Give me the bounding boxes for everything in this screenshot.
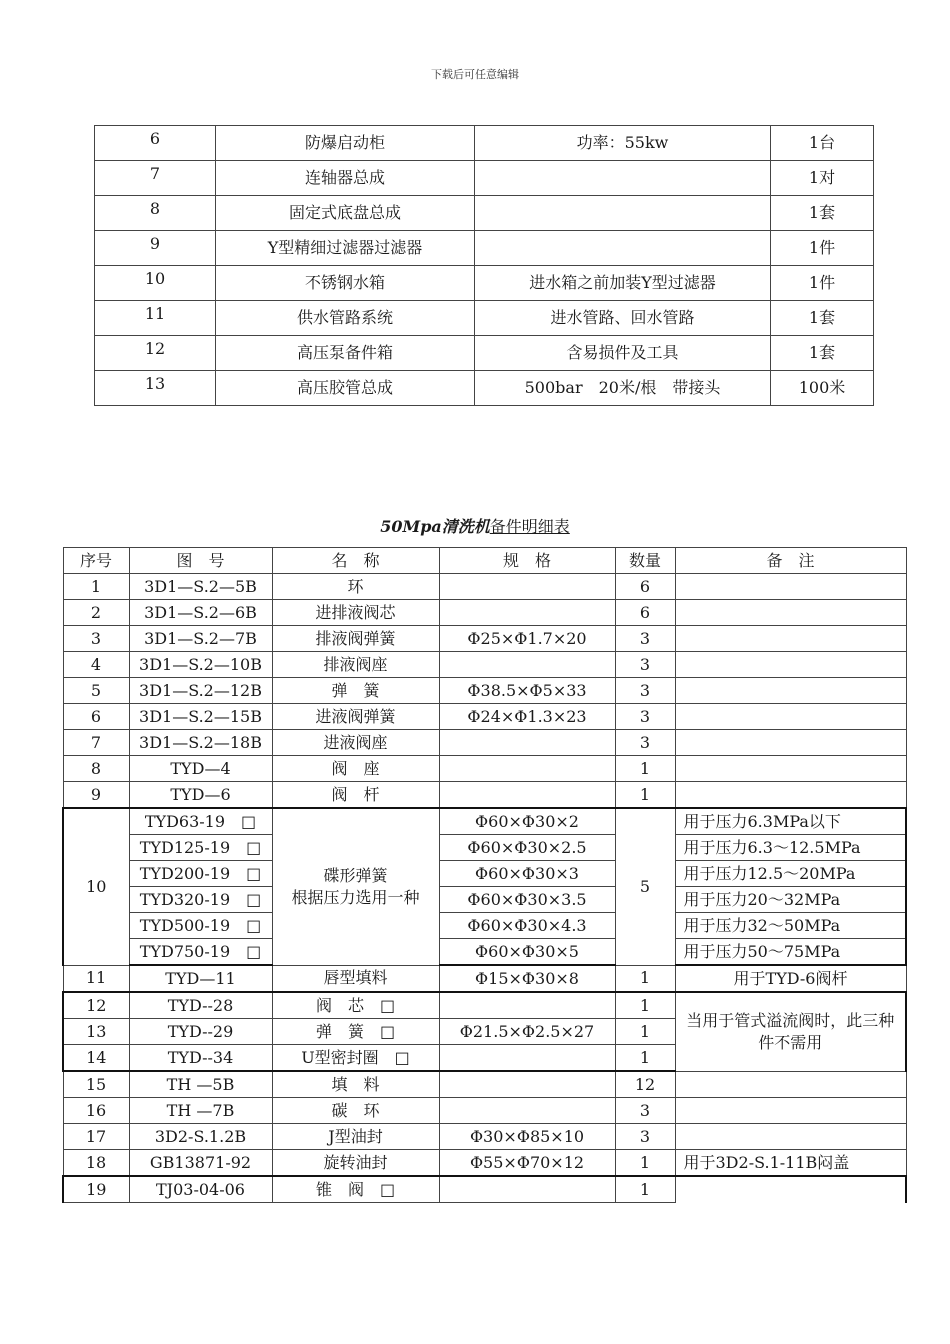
- table-cell: 3D2-S.1.2B: [129, 1124, 272, 1150]
- table-row: [63, 1098, 906, 1124]
- group-number: 10: [63, 808, 129, 965]
- table-row: [63, 808, 906, 835]
- item-spec: 进水箱之前加装Y型过滤器: [475, 266, 771, 301]
- table-cell: TYD--29: [129, 1019, 272, 1045]
- table-cell: 进液阀座: [272, 730, 439, 756]
- table-cell: 3: [615, 626, 675, 652]
- table-cell: 用于压力6.3MPa以下: [675, 808, 906, 835]
- table-row: [63, 574, 906, 600]
- table-cell: 5: [63, 678, 129, 704]
- table-cell: TYD—4: [129, 756, 272, 782]
- table-cell: 13: [63, 1019, 129, 1045]
- table-cell: 1: [615, 782, 675, 809]
- table-cell: [675, 1098, 906, 1124]
- table-cell: [675, 756, 906, 782]
- item-name: 不锈钢水箱: [216, 266, 475, 301]
- table-cell: [439, 730, 615, 756]
- table-cell: 3: [615, 652, 675, 678]
- table-row: [63, 704, 906, 730]
- item-qty: 1件: [771, 231, 874, 266]
- table-cell: 3D1—S.2—7B: [129, 626, 272, 652]
- table-cell: TYD200-19 □: [129, 861, 272, 887]
- table-cell: TYD63-19 □: [129, 808, 272, 835]
- table-cell: Φ15×Φ30×8: [439, 965, 615, 992]
- table-cell: 1: [615, 1019, 675, 1045]
- table-cell: Φ30×Φ85×10: [439, 1124, 615, 1150]
- table-cell: 阀 杆: [272, 782, 439, 809]
- table-cell: Φ60×Φ30×2: [439, 808, 615, 835]
- table-cell: TYD--28: [129, 992, 272, 1019]
- table-cell: [675, 626, 906, 652]
- table-cell: 1: [615, 1150, 675, 1177]
- table-cell: 1: [615, 992, 675, 1019]
- table-row: [95, 371, 874, 406]
- item-number: 8: [95, 196, 216, 231]
- table-cell: [675, 574, 906, 600]
- table-row: [95, 126, 874, 161]
- table-cell: 3: [615, 1124, 675, 1150]
- item-name: 高压泵备件箱: [216, 336, 475, 371]
- table-cell: [675, 1071, 906, 1098]
- table-cell: Φ38.5×Φ5×33: [439, 678, 615, 704]
- table-row: [95, 266, 874, 301]
- table-cell: 用于3D2-S.1-11B闷盖: [675, 1150, 906, 1177]
- item-qty: 1套: [771, 196, 874, 231]
- table-cell: 弹 簧: [272, 678, 439, 704]
- table-cell: [439, 652, 615, 678]
- table-cell: 用于压力20～32MPa: [675, 887, 906, 913]
- table-cell: 1: [63, 574, 129, 600]
- item-qty: 1套: [771, 336, 874, 371]
- table-cell: [439, 1098, 615, 1124]
- table-cell: [675, 1124, 906, 1150]
- table-row: [95, 336, 874, 371]
- table-row: [95, 161, 874, 196]
- table-row: [63, 782, 906, 809]
- table-cell: Φ60×Φ30×5: [439, 939, 615, 966]
- table-row: [95, 196, 874, 231]
- table-cell: 唇型填料: [272, 965, 439, 992]
- table-row: [63, 756, 906, 782]
- table-cell: [439, 1071, 615, 1098]
- table-cell: TYD125-19 □: [129, 835, 272, 861]
- table-cell: [439, 782, 615, 809]
- table-cell: 碳 环: [272, 1098, 439, 1124]
- table-cell: 19: [63, 1176, 129, 1203]
- table-cell: 3D1—S.2—10B: [129, 652, 272, 678]
- header-note: 下载后可任意编辑: [431, 68, 519, 81]
- table-cell: 12: [63, 992, 129, 1019]
- item-spec: [475, 161, 771, 196]
- table-cell: 1: [615, 1176, 675, 1203]
- table-cell: 阀 座: [272, 756, 439, 782]
- table-row: [63, 678, 906, 704]
- table-cell: 弹 簧 □: [272, 1019, 439, 1045]
- table-cell: 用于压力6.3～12.5MPa: [675, 835, 906, 861]
- table-cell: TH —7B: [129, 1098, 272, 1124]
- table-row: [63, 730, 906, 756]
- table-cell: Φ25×Φ1.7×20: [439, 626, 615, 652]
- table-cell: Φ24×Φ1.3×23: [439, 704, 615, 730]
- table-row: [63, 1124, 906, 1150]
- group-qty: 5: [615, 808, 675, 965]
- table-cell: 3D1—S.2—5B: [129, 574, 272, 600]
- table-cell: [439, 1176, 615, 1203]
- table-cell: 18: [63, 1150, 129, 1177]
- table-cell: [675, 652, 906, 678]
- table-cell: [439, 1045, 615, 1072]
- table-cell: TJ03-04-06: [129, 1176, 272, 1203]
- item-qty: 1件: [771, 266, 874, 301]
- table-cell: 1: [615, 756, 675, 782]
- table-cell: 12: [615, 1071, 675, 1098]
- table-row: [63, 1150, 906, 1177]
- table-cell: 4: [63, 652, 129, 678]
- group-note: 当用于管式溢流阀时，此三种件不需用: [675, 992, 906, 1071]
- table-row: [95, 301, 874, 336]
- item-name: 连轴器总成: [216, 161, 475, 196]
- table-cell: 排液阀弹簧: [272, 626, 439, 652]
- table-cell: TYD750-19 □: [129, 939, 272, 966]
- table-cell: [675, 730, 906, 756]
- item-number: 11: [95, 301, 216, 336]
- header-row: [63, 548, 906, 574]
- item-qty: 1套: [771, 301, 874, 336]
- table-row: [95, 231, 874, 266]
- item-number: 10: [95, 266, 216, 301]
- table-cell: TYD--34: [129, 1045, 272, 1072]
- table-cell: 17: [63, 1124, 129, 1150]
- table-cell: 2: [63, 600, 129, 626]
- table-cell: Φ60×Φ30×3: [439, 861, 615, 887]
- col-header: 图 号: [129, 548, 272, 574]
- table-cell: GB13871-92: [129, 1150, 272, 1177]
- table-cell: 进液阀弹簧: [272, 704, 439, 730]
- table-cell: 用于压力12.5～20MPa: [675, 861, 906, 887]
- col-header: 序号: [63, 548, 129, 574]
- table-cell: [675, 782, 906, 809]
- table-row: [63, 626, 906, 652]
- table-row: [63, 1176, 906, 1203]
- table-cell: 16: [63, 1098, 129, 1124]
- table-cell: U型密封圈 □: [272, 1045, 439, 1072]
- item-number: 9: [95, 231, 216, 266]
- item-name: 固定式底盘总成: [216, 196, 475, 231]
- table-cell: 6: [615, 574, 675, 600]
- title-rest: 备件明细表: [489, 517, 570, 536]
- spare-parts-title: [0, 514, 950, 537]
- table-cell: 填 料: [272, 1071, 439, 1098]
- item-qty: 100米: [771, 371, 874, 406]
- table-cell: 6: [63, 704, 129, 730]
- table-cell: Φ60×Φ30×3.5: [439, 887, 615, 913]
- table-row: [63, 835, 906, 861]
- table-cell: Φ21.5×Φ2.5×27: [439, 1019, 615, 1045]
- table-cell: Φ55×Φ70×12: [439, 1150, 615, 1177]
- table-cell: TYD—11: [129, 965, 272, 992]
- table-row: [63, 600, 906, 626]
- item-name: 防爆启动柜: [216, 126, 475, 161]
- table-cell: 锥 阀 □: [272, 1176, 439, 1203]
- group-name: 碟形弹簧 根据压力选用一种: [272, 808, 439, 965]
- table-cell: 阀 芯 □: [272, 992, 439, 1019]
- col-header: 数量: [615, 548, 675, 574]
- table-cell: [439, 574, 615, 600]
- table-cell: TYD500-19 □: [129, 913, 272, 939]
- table-row: [63, 1071, 906, 1098]
- table-cell: 用于压力32～50MPa: [675, 913, 906, 939]
- table-row: [63, 939, 906, 966]
- table-cell: 进排液阀芯: [272, 600, 439, 626]
- item-name: Y型精细过滤器过滤器: [216, 231, 475, 266]
- item-spec: [475, 196, 771, 231]
- table-cell: 3D1—S.2—6B: [129, 600, 272, 626]
- table-row: [63, 992, 906, 1019]
- item-name: 高压胶管总成: [216, 371, 475, 406]
- item-number: 12: [95, 336, 216, 371]
- table-cell: 6: [615, 600, 675, 626]
- item-spec: 含易损件及工具: [475, 336, 771, 371]
- table-cell: 7: [63, 730, 129, 756]
- table-row: [63, 913, 906, 939]
- item-name: 供水管路系统: [216, 301, 475, 336]
- table-cell: [675, 600, 906, 626]
- table-cell: 用于TYD-6阀杆: [675, 965, 906, 992]
- table-cell: 3: [63, 626, 129, 652]
- table-cell: TYD—6: [129, 782, 272, 809]
- item-number: 7: [95, 161, 216, 196]
- table-cell: [439, 600, 615, 626]
- col-header: 名 称: [272, 548, 439, 574]
- item-qty: 1台: [771, 126, 874, 161]
- table-cell: 用于压力50～75MPa: [675, 939, 906, 966]
- table-row: [63, 652, 906, 678]
- table-cell: J型油封: [272, 1124, 439, 1150]
- table-cell: 8: [63, 756, 129, 782]
- table-cell: 3: [615, 1098, 675, 1124]
- col-header: 备 注: [675, 548, 906, 574]
- table-cell: 3: [615, 704, 675, 730]
- table-row: [63, 965, 906, 992]
- table-cell: [675, 678, 906, 704]
- table-cell: TYD320-19 □: [129, 887, 272, 913]
- table-cell: 11: [63, 965, 129, 992]
- spare-parts-table: [62, 547, 907, 1203]
- table-cell: 3D1—S.2—18B: [129, 730, 272, 756]
- table-cell: 1: [615, 1045, 675, 1072]
- item-spec: 进水管路、回水管路: [475, 301, 771, 336]
- table-cell: 15: [63, 1071, 129, 1098]
- table-cell: 3: [615, 678, 675, 704]
- table-cell: [439, 992, 615, 1019]
- table-cell: Φ60×Φ30×4.3: [439, 913, 615, 939]
- item-number: 6: [95, 126, 216, 161]
- item-spec: 500bar 20米/根 带接头: [475, 371, 771, 406]
- table-cell: Φ60×Φ30×2.5: [439, 835, 615, 861]
- table-row: [63, 861, 906, 887]
- table-cell: 旋转油封: [272, 1150, 439, 1177]
- table-cell: TH —5B: [129, 1071, 272, 1098]
- item-qty: 1对: [771, 161, 874, 196]
- table-cell: 排液阀座: [272, 652, 439, 678]
- item-spec: 功率：55kw: [475, 126, 771, 161]
- empty-cell: [675, 1176, 906, 1203]
- table-row: [63, 887, 906, 913]
- table-cell: 9: [63, 782, 129, 809]
- table-cell: 环: [272, 574, 439, 600]
- table-cell: 1: [615, 965, 675, 992]
- table-cell: [675, 704, 906, 730]
- table-cell: 3D1—S.2—15B: [129, 704, 272, 730]
- col-header: 规 格: [439, 548, 615, 574]
- table-cell: [439, 756, 615, 782]
- item-spec: [475, 231, 771, 266]
- title-machine: 50Mpa清洗机: [380, 517, 490, 536]
- table-cell: 3D1—S.2—12B: [129, 678, 272, 704]
- item-number: 13: [95, 371, 216, 406]
- equipment-table: [94, 125, 874, 406]
- table-cell: 3: [615, 730, 675, 756]
- table-cell: 14: [63, 1045, 129, 1072]
